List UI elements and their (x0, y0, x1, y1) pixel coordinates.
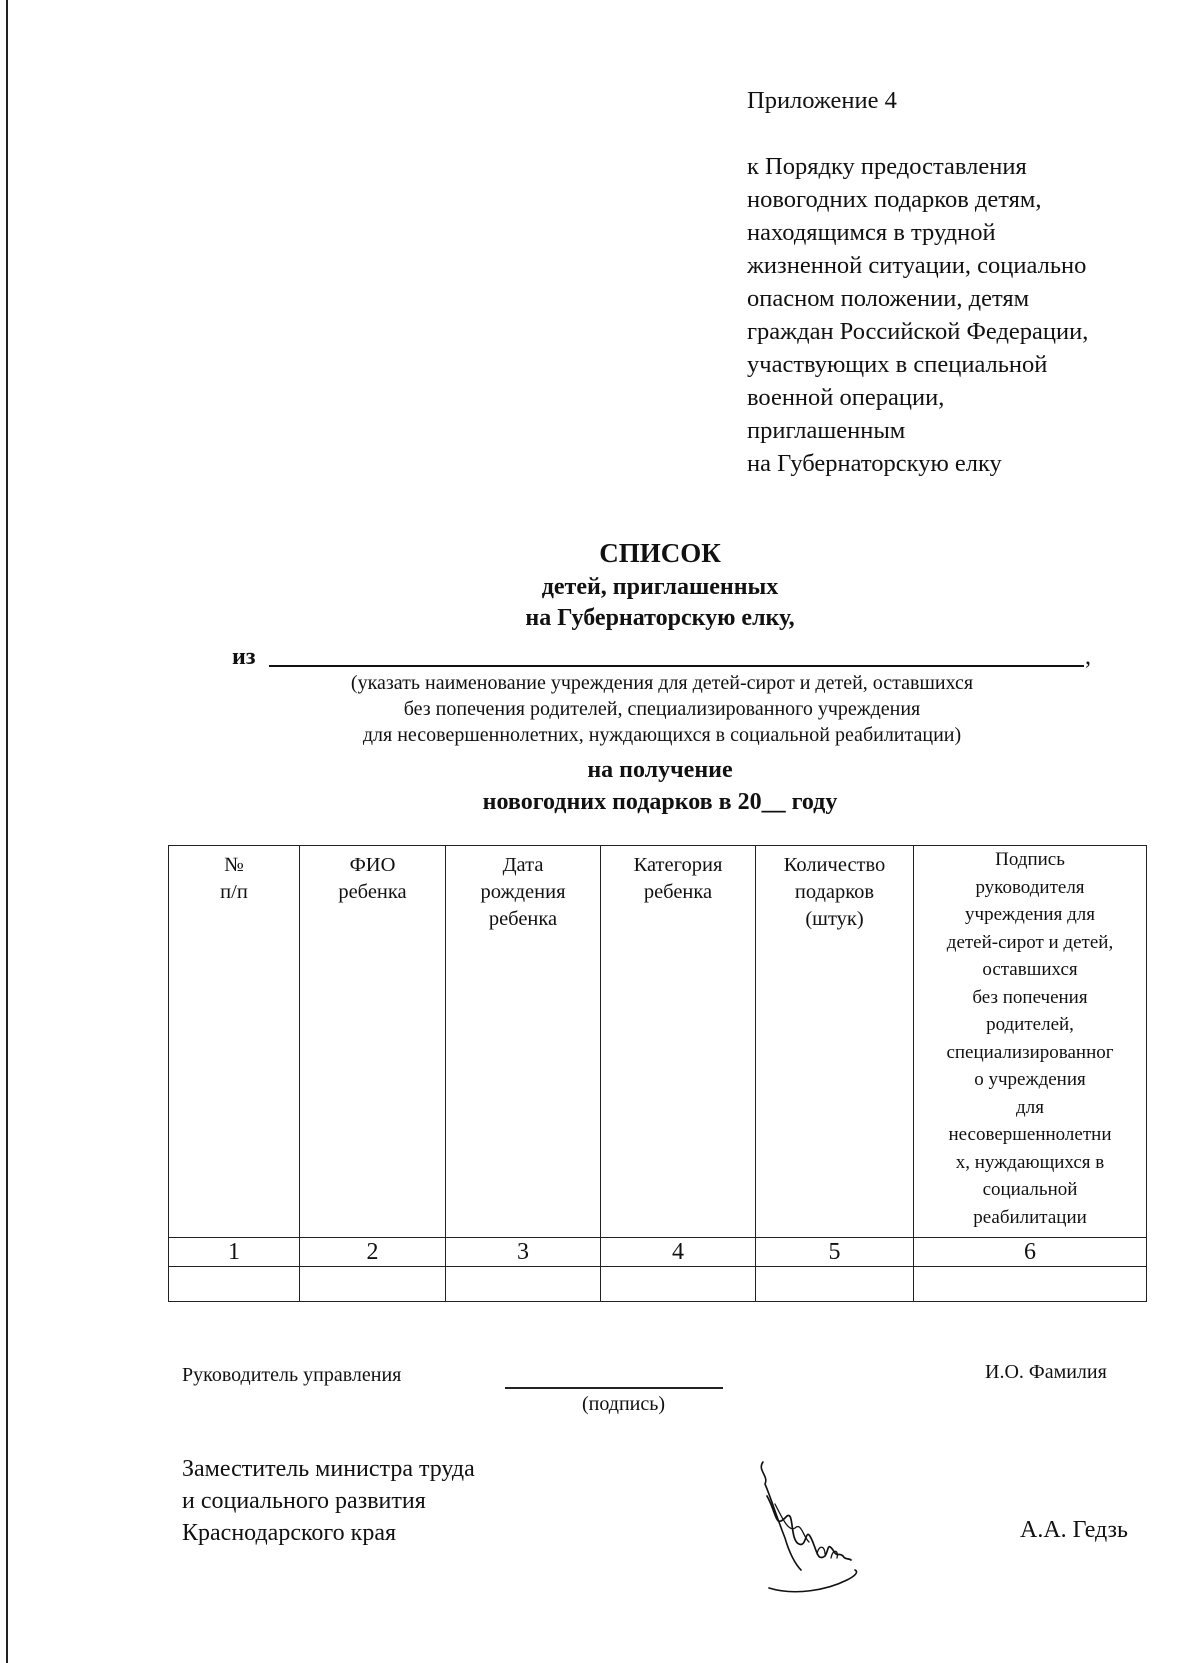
hint-line: для несовершеннолетних, нуждающихся в социальной реабилитации) (362, 724, 962, 746)
table-header-row (169, 846, 1147, 1238)
document-title: СПИСОК (599, 538, 721, 568)
appendix-line: жизненной ситуации, социально (747, 252, 1087, 279)
head-name-placeholder: И.О. Фамилия (985, 1361, 1107, 1383)
header-category: Категория ребенка (601, 846, 756, 1238)
appendix-line: военной операции, (747, 384, 945, 411)
empty-cell (300, 1267, 446, 1302)
appendix-line: к Порядку предоставления (747, 153, 1027, 180)
appendix-line: граждан Российской Федерации, (747, 318, 1089, 345)
head-of-department-label: Руководитель управления (182, 1364, 402, 1386)
column-number-cell: 5 (756, 1238, 914, 1267)
page-left-border (6, 0, 8, 1663)
appendix-line: приглашенным (747, 417, 906, 444)
appendix-block (747, 84, 1167, 480)
hint-line: без попечения родителей, специализированного учреждения (403, 698, 921, 720)
children-list-table (168, 845, 1147, 1302)
appendix-line: находящимся в трудной (747, 219, 996, 246)
header-number: № п/п (169, 846, 300, 1238)
column-number-cell: 1 (169, 1238, 300, 1267)
hint-line: (указать наименование учреждения для детей-сирот и детей, оставшихся (350, 672, 974, 694)
empty-cell (601, 1267, 756, 1302)
column-number-cell: 3 (446, 1238, 601, 1267)
empty-cell (169, 1267, 300, 1302)
appendix-title: Приложение 4 (747, 87, 897, 114)
signature-caption: (подпись) (582, 1393, 666, 1415)
header-child-name: ФИО ребенка (300, 846, 446, 1238)
deputy-minister-title (182, 1453, 475, 1549)
receive-line-1: на получение (587, 757, 733, 783)
header-head-signature: Подпись руководителя учреждения для детей-сирот и детей, оставшихся без попечения родителей, специализированног о учреждения для несовершеннолетни х, нуждающихся в социальной реабилитации (914, 846, 1147, 1238)
document-subtitle-line-2: на Губернаторскую елку, (525, 605, 795, 631)
deputy-title-line: Краснодарского края (182, 1520, 397, 1546)
receive-line-2: новогодних подарков в 20__ году (482, 789, 838, 815)
from-label: из (232, 644, 256, 670)
deputy-title-line: и социального развития (182, 1488, 426, 1514)
head-signature-line (505, 1387, 723, 1389)
empty-cell (446, 1267, 601, 1302)
from-comma: , (1085, 644, 1091, 670)
column-number-cell: 4 (601, 1238, 756, 1267)
institution-hint (252, 670, 1072, 748)
appendix-line: участвующих в специальной (747, 351, 1048, 378)
appendix-line: на Губернаторскую елку (747, 450, 1002, 477)
handwritten-signature-icon (755, 1458, 875, 1598)
deputy-minister-name: А.А. Гедзь (1020, 1517, 1128, 1543)
institution-name-blank (269, 665, 1084, 667)
appendix-line: опасном положении, детям (747, 285, 1030, 312)
column-number-cell: 2 (300, 1238, 446, 1267)
empty-cell (914, 1267, 1147, 1302)
column-number-cell: 6 (914, 1238, 1147, 1267)
appendix-line: новогодних подарков детям, (747, 186, 1042, 213)
table-number-row (169, 1238, 1147, 1267)
table-empty-row (169, 1267, 1147, 1302)
header-birth-date: Дата рождения ребенка (446, 846, 601, 1238)
deputy-title-line: Заместитель министра труда (182, 1456, 475, 1482)
empty-cell (756, 1267, 914, 1302)
document-subtitle-line-1: детей, приглашенных (541, 574, 779, 600)
header-gift-count: Количество подарков (штук) (756, 846, 914, 1238)
